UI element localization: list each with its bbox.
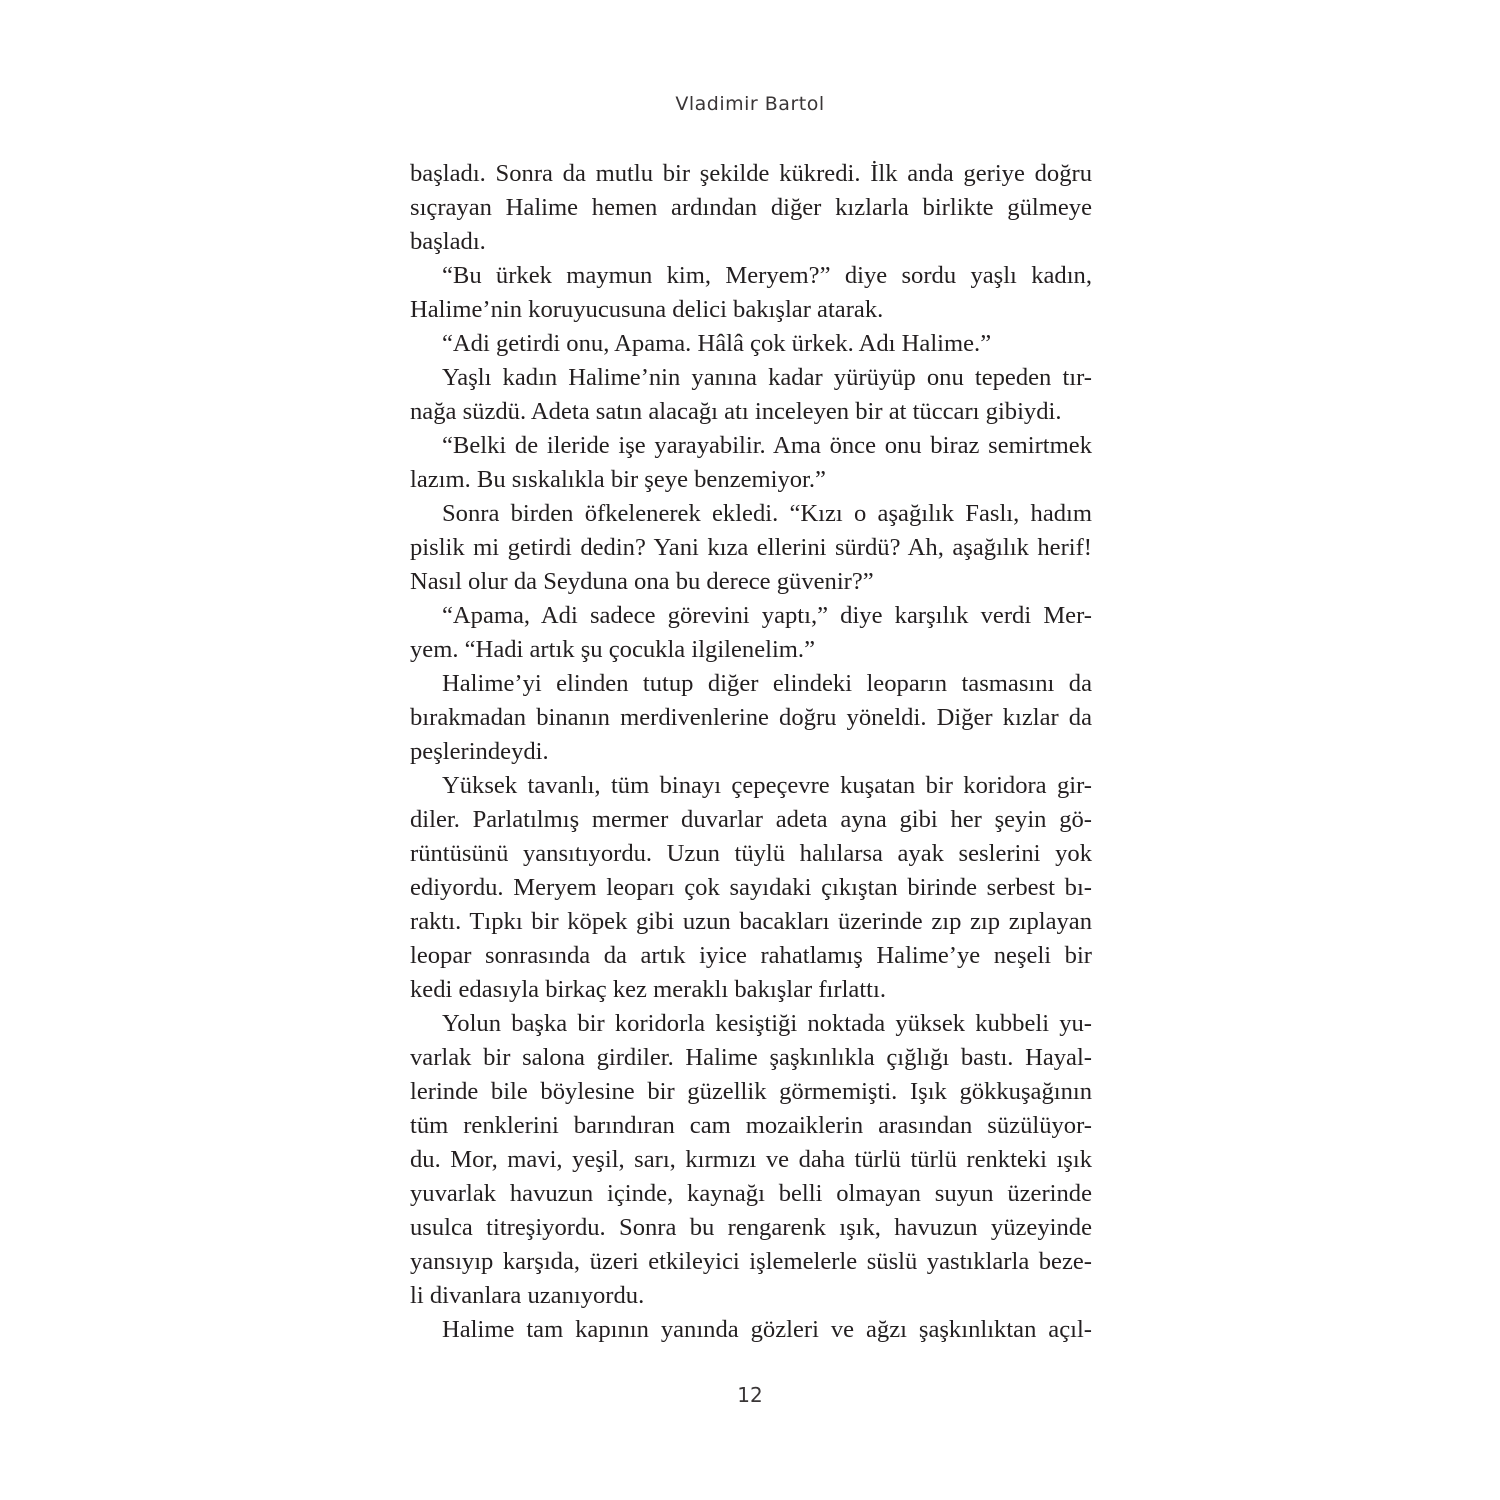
text-line: Halime tam kapının yanında gözleri ve ağzı şaşkınlıktan açıl-	[442, 1316, 1092, 1343]
text-line: Halime’nin koruyucusuna delici bakışlar atarak.	[410, 296, 884, 323]
text-line: “Belki de ileride işe yarayabilir. Ama önce onu biraz semirtmek	[442, 432, 1092, 459]
text-line: kedi edasıyla birkaç kez meraklı bakışlar fırlattı.	[410, 976, 886, 1003]
text-line: rüntüsünü yansıtıyordu. Uzun tüylü halılarsa ayak seslerini yok	[410, 840, 1092, 867]
text-line: pislik mi getirdi dedin? Yani kıza ellerini sürdü? Ah, aşağılık herif!	[410, 534, 1092, 561]
text-line: lazım. Bu sıskalıkla bir şeye benzemiyor.”	[410, 466, 826, 493]
text-line: Yolun başka bir koridorla kesiştiği noktada yüksek kubbeli yu-	[442, 1010, 1092, 1037]
text-line: Nasıl olur da Seyduna ona bu derece güvenir?”	[410, 568, 874, 595]
text-line: varlak bir salona girdiler. Halime şaşkınlıkla çığlığı bastı. Hayal-	[410, 1044, 1092, 1071]
text-line: yem. “Hadi artık şu çocukla ilgilenelim.”	[410, 636, 815, 663]
text-line: Sonra birden öfkelenerek ekledi. “Kızı o aşağılık Faslı, hadım	[442, 500, 1092, 527]
text-line: yansıyıp karşıda, üzeri etkileyici işlemelerle süslü yastıklarla beze-	[410, 1248, 1092, 1275]
text-line: başladı.	[410, 228, 486, 255]
text-line: “Adi getirdi onu, Apama. Hâlâ çok ürkek. Adı Halime.”	[442, 330, 992, 357]
text-line: sıçrayan Halime hemen ardından diğer kızlarla birlikte gülmeye	[410, 194, 1092, 221]
text-line: li divanlara uzanıyordu.	[410, 1282, 645, 1309]
running-head-author: Vladimir Bartol	[675, 93, 825, 115]
text-line: Yaşlı kadın Halime’nin yanına kadar yürüyüp onu tepeden tır-	[442, 364, 1092, 391]
text-line: “Bu ürkek maymun kim, Meryem?” diye sordu yaşlı kadın,	[442, 262, 1092, 289]
text-line: diler. Parlatılmış mermer duvarlar adeta ayna gibi her şeyin gö-	[410, 806, 1092, 833]
text-line: raktı. Tıpkı bir köpek gibi uzun bacakları üzerinde zıp zıp zıplayan	[410, 908, 1092, 935]
text-line: başladı. Sonra da mutlu bir şekilde kükredi. İlk anda geriye doğru	[410, 160, 1092, 187]
text-line: ediyordu. Meryem leoparı çok sayıdaki çıkıştan birinde serbest bı-	[410, 874, 1092, 901]
text-line: usulca titreşiyordu. Sonra bu rengarenk ışık, havuzun yüzeyinde	[410, 1214, 1092, 1241]
text-line: du. Mor, mavi, yeşil, sarı, kırmızı ve daha türlü türlü renkteki ışık	[410, 1146, 1092, 1173]
text-line: peşlerindeydi.	[410, 738, 549, 765]
text-line: leopar sonrasında da artık iyice rahatlamış Halime’ye neşeli bir	[410, 942, 1092, 969]
page-number: 12	[737, 1383, 763, 1407]
text-line: Yüksek tavanlı, tüm binayı çepeçevre kuşatan bir koridora gir-	[442, 772, 1092, 799]
text-line: tüm renklerini barındıran cam mozaiklerin arasından süzülüyor-	[410, 1112, 1092, 1139]
text-line: Halime’yi elinden tutup diğer elindeki leoparın tasmasını da	[442, 670, 1092, 697]
text-line: yuvarlak havuzun içinde, kaynağı belli olmayan suyun üzerinde	[410, 1180, 1092, 1207]
text-line: “Apama, Adi sadece görevini yaptı,” diye karşılık verdi Mer-	[442, 602, 1092, 629]
text-line: lerinde bile böylesine bir güzellik görmemişti. Işık gökkuşağının	[410, 1078, 1092, 1105]
text-line: nağa süzdü. Adeta satın alacağı atı inceleyen bir at tüccarı gibiydi.	[410, 398, 1062, 425]
text-line: bırakmadan binanın merdivenlerine doğru yöneldi. Diğer kızlar da	[410, 704, 1092, 731]
body-text	[410, 157, 1092, 1347]
